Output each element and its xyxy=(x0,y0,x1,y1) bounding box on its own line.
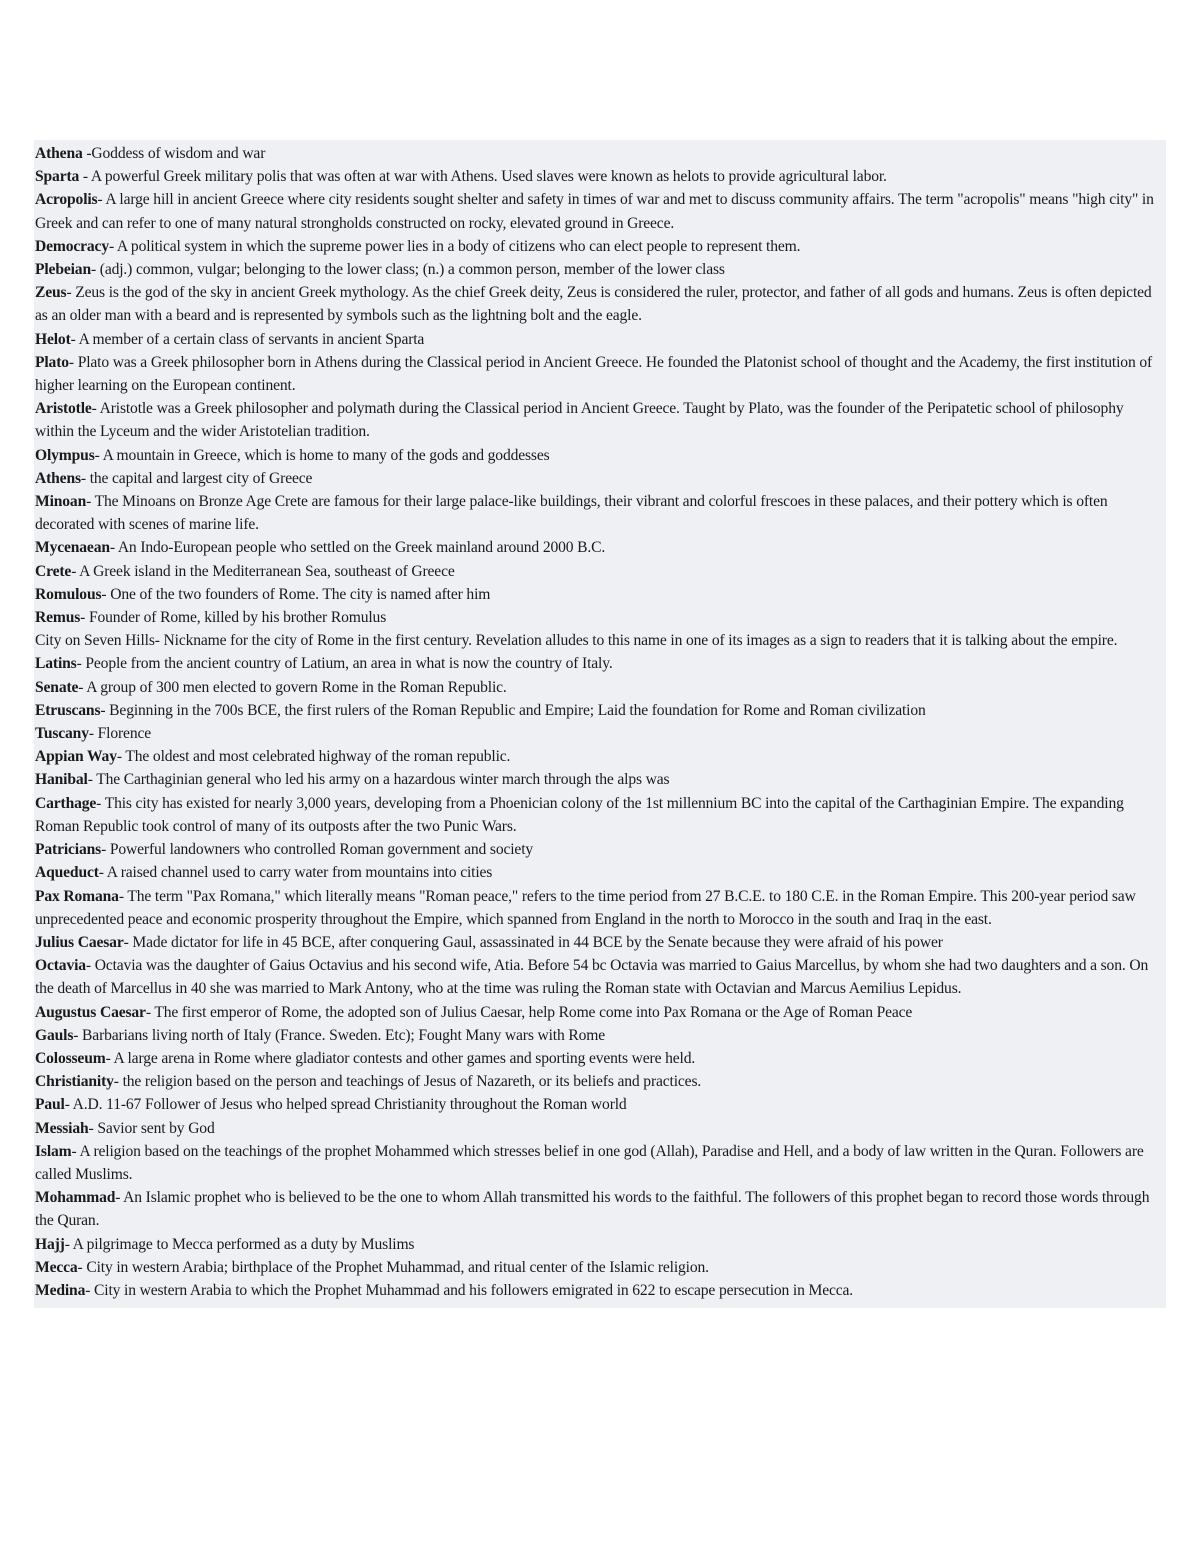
glossary-term: Paul xyxy=(35,1096,65,1114)
glossary-definition: Founder of Rome, killed by his brother Romulus xyxy=(88,609,387,627)
glossary-entry xyxy=(34,1186,1166,1232)
glossary-definition: City on Seven Hills- Nickname for the city of Rome in the first century. Revelation alludes to this name in one of its images as a sign to readers that it is talking about the empire. xyxy=(35,632,1118,650)
glossary-entry xyxy=(34,885,1166,931)
glossary-entry xyxy=(34,699,1166,722)
term-separator: - xyxy=(97,191,106,209)
glossary-term: Julius Caesar xyxy=(35,933,124,951)
glossary-definition: A religion based on the teachings of the prophet Mohammed which stresses belief in one god (Allah), Paradise and Hell, and a body of law written in the Quran. Followers are called Muslims. xyxy=(35,1142,1144,1183)
term-separator: - xyxy=(113,1073,123,1091)
glossary-entry xyxy=(34,1093,1166,1116)
glossary-entry xyxy=(34,560,1166,583)
term-separator: - xyxy=(116,748,126,766)
glossary-definition: A.D. 11-67 Follower of Jesus who helped spread Christianity throughout the Roman world xyxy=(72,1096,627,1114)
glossary-entry xyxy=(34,954,1166,1000)
glossary-term: Plato xyxy=(35,353,69,371)
glossary-entry xyxy=(34,792,1166,838)
glossary-entry xyxy=(34,536,1166,559)
glossary-definition: People from the ancient country of Latium, an area in what is now the country of Italy. xyxy=(85,655,613,673)
glossary-term: Colosseum xyxy=(35,1049,106,1067)
glossary-definition: A political system in which the supreme power lies in a body of citizens who can elect people to represent them. xyxy=(116,237,801,255)
glossary-entry xyxy=(34,606,1166,629)
glossary-entry xyxy=(34,722,1166,745)
term-separator: - xyxy=(108,237,117,255)
glossary-definition: Barbarians living north of Italy (France. Sweden. Etc); Fought Many wars with Rome xyxy=(82,1026,606,1044)
term-separator: - xyxy=(70,330,79,348)
glossary-term: Latins xyxy=(35,655,77,673)
glossary-term: Athena xyxy=(35,145,83,162)
term-separator: - xyxy=(90,261,100,279)
glossary-term: Aqueduct xyxy=(35,864,99,882)
glossary-definition: City in western Arabia; birthplace of the Prophet Muhammad, and ritual center of the Islamic religion. xyxy=(86,1258,709,1276)
term-separator: - xyxy=(78,678,87,696)
term-separator: - xyxy=(101,841,110,859)
glossary-entry xyxy=(34,397,1166,443)
glossary-term: Gauls xyxy=(35,1026,74,1044)
glossary-definition: The first emperor of Rome, the adopted son of Julius Caesar, help Rome come into Pax Romana or the Age of Roman Peace xyxy=(154,1003,913,1021)
glossary-definition: An Indo-European people who settled on the Greek mainland around 2000 B.C. xyxy=(117,539,606,557)
term-separator: - xyxy=(77,1258,87,1276)
glossary-definition: A raised channel used to carry water from mountains into cities xyxy=(106,864,493,882)
glossary-entry xyxy=(34,1024,1166,1047)
glossary-entry xyxy=(34,629,1166,652)
glossary-definition: (adj.) common, vulgar; belonging to the lower class; (n.) a common person, member of the lower class xyxy=(99,261,725,279)
glossary-term: Augustus Caesar xyxy=(35,1003,146,1021)
glossary-entry xyxy=(34,188,1166,234)
term-separator: - xyxy=(64,1096,73,1114)
glossary-definition: Powerful landowners who controlled Roman government and society xyxy=(109,841,534,859)
term-separator: - xyxy=(80,609,89,627)
glossary-definition: Savior sent by God xyxy=(97,1119,215,1137)
term-separator: - xyxy=(85,1281,95,1299)
glossary-definition: Goddess of wisdom and war xyxy=(91,145,266,162)
glossary-entry xyxy=(34,142,1166,165)
glossary-term: Patricians xyxy=(35,841,102,859)
glossary-term: Medina xyxy=(35,1281,86,1299)
term-separator: - xyxy=(73,1026,83,1044)
glossary-term: Etruscans xyxy=(35,701,101,719)
glossary-entry xyxy=(34,583,1166,606)
glossary-term: Tuscany xyxy=(35,725,89,743)
glossary-definition: The oldest and most celebrated highway of the roman republic. xyxy=(125,748,511,766)
glossary-entry xyxy=(34,258,1166,281)
glossary-list xyxy=(34,140,1166,1308)
glossary-definition: City in western Arabia to which the Prophet Muhammad and his followers emigrated in 622 to escape persecution in Mecca. xyxy=(94,1281,854,1299)
term-separator: - xyxy=(88,725,98,743)
glossary-entry xyxy=(34,1117,1166,1140)
glossary-entry xyxy=(34,444,1166,467)
glossary-term: Hajj xyxy=(35,1235,65,1253)
glossary-term: Olympus xyxy=(35,446,95,464)
glossary-definition: Plato was a Greek philosopher born in Athens during the Classical period in Ancient Greece. He founded the Platonist school of thought and the Academy, the first institution of higher learning on the European continent. xyxy=(35,353,1153,395)
glossary-term: Aristotle xyxy=(35,400,92,418)
glossary-definition: The Carthaginian general who led his army on a hazardous winter march through the alps was xyxy=(96,771,670,789)
glossary-definition: Beginning in the 700s BCE, the first rulers of the Roman Republic and Empire; Laid the foundation for Rome and Roman civilization xyxy=(109,701,926,719)
term-separator: - xyxy=(80,469,90,487)
term-separator: - xyxy=(105,1049,114,1067)
term-separator: - xyxy=(91,400,100,418)
glossary-definition: Aristotle was a Greek philosopher and polymath during the Classical period in Ancient Greece. Taught by Plato, was the founder of the Peripatetic school of philosophy within the Lyceum and the wider Aristotelian tradition. xyxy=(35,400,1124,441)
glossary-entry xyxy=(34,351,1166,397)
glossary-entry xyxy=(34,676,1166,699)
glossary-definition: A group of 300 men elected to govern Rome in the Roman Republic. xyxy=(86,678,507,696)
glossary-definition: Made dictator for life in 45 BCE, after conquering Gaul, assassinated in 44 BCE by the Senate because they were afraid of his power xyxy=(132,933,943,951)
glossary-term: Crete xyxy=(35,562,72,580)
glossary-definition: A powerful Greek military polis that was often at war with Athens. Used slaves were known as helots to provide agricultural labor. xyxy=(90,168,887,186)
glossary-definition: The Minoans on Bronze Age Crete are famous for their large palace-like buildings, their vibrant and colorful frescoes in these palaces, and their pottery which is often decorated with scenes of marine life. xyxy=(35,493,1108,534)
term-separator: - xyxy=(68,353,78,371)
term-separator: - xyxy=(115,1189,124,1207)
glossary-entry xyxy=(34,467,1166,490)
glossary-entry xyxy=(34,1001,1166,1024)
glossary-term: Helot xyxy=(35,330,71,348)
glossary-definition: Octavia was the daughter of Gaius Octavius and his second wife, Atia. Before 54 bc Octavia was married to Gaius Marcellus, by whom she had two daughters and a son. On the death of Marcellus in 40 she was married to Mark Antony, who at the time was ruling the Roman state with Octavian and Marcus Aemilius Lepidus. xyxy=(35,957,1149,998)
glossary-term: Senate xyxy=(35,678,79,696)
glossary-entry xyxy=(34,931,1166,954)
glossary-term: Hanibal xyxy=(35,771,88,789)
glossary-term: Romulous xyxy=(35,585,102,603)
glossary-term: Athens xyxy=(35,469,81,487)
glossary-definition: One of the two founders of Rome. The city is named after him xyxy=(110,585,491,603)
glossary-definition: the capital and largest city of Greece xyxy=(89,469,313,487)
glossary-term: Christianity xyxy=(35,1073,114,1091)
glossary-term: Octavia xyxy=(35,957,86,975)
glossary-definition: the religion based on the person and teachings of Jesus of Nazareth, or its beliefs and practices. xyxy=(122,1073,702,1091)
term-separator: - xyxy=(79,168,91,186)
term-separator: - xyxy=(71,562,80,580)
glossary-entry xyxy=(34,652,1166,675)
glossary-term: Messiah xyxy=(35,1119,89,1137)
glossary-definition: This city has existed for nearly 3,000 years, developing from a Phoenician colony of the 1st millennium BC into the capital of the Carthaginian Empire. The expanding Roman Republic took control of many of its outposts after the two Punic Wars. xyxy=(35,794,1124,835)
glossary-entry xyxy=(34,165,1166,188)
term-separator: - xyxy=(66,284,76,302)
term-separator: - xyxy=(82,145,92,162)
glossary-definition: The term "Pax Romana," which literally means "Roman peace," refers to the time period from 27 B.C.E. to 180 C.E. in the Roman Empire. This 200-year period saw unprecedented peace and economic prosperity throughout the Empire, which spanned from England in the north to Morocco in the south and Iraq in the east. xyxy=(35,887,1136,928)
glossary-definition: A large hill in ancient Greece where city residents sought shelter and safety in times of war and met to discuss community affairs. The term "acropolis" means "high city" in Greek and can refer to one of many natural strongholds constructed on rocky, elevated ground in Greece. xyxy=(35,191,1154,232)
term-separator: - xyxy=(100,701,110,719)
glossary-entry xyxy=(34,281,1166,327)
glossary-definition: A member of a certain class of servants in ancient Sparta xyxy=(78,330,425,348)
glossary-entry xyxy=(34,328,1166,351)
term-separator: - xyxy=(71,1142,80,1160)
glossary-entry xyxy=(34,1140,1166,1186)
glossary-entry xyxy=(34,1233,1166,1256)
glossary-term: Mycenaean xyxy=(35,539,110,557)
term-separator: - xyxy=(109,539,118,557)
glossary-definition: A Greek island in the Mediterranean Sea, southeast of Greece xyxy=(79,562,455,580)
glossary-definition: A large arena in Rome where gladiator contests and other games and sporting events were held. xyxy=(113,1049,696,1067)
term-separator: - xyxy=(85,957,95,975)
glossary-term: Carthage xyxy=(35,794,97,812)
glossary-definition: A mountain in Greece, which is home to many of the gods and goddesses xyxy=(102,446,550,464)
glossary-definition: An Islamic prophet who is believed to be the one to whom Allah transmitted his words to the faithful. The followers of this prophet began to record those words through the Quran. xyxy=(35,1189,1150,1230)
glossary-entry xyxy=(34,235,1166,258)
term-separator: - xyxy=(87,771,97,789)
term-separator: - xyxy=(101,585,111,603)
glossary-entry xyxy=(34,861,1166,884)
glossary-entry xyxy=(34,1070,1166,1093)
term-separator: - xyxy=(94,446,103,464)
glossary-definition: A pilgrimage to Mecca performed as a duty by Muslims xyxy=(72,1235,415,1253)
glossary-term: Remus xyxy=(35,609,81,627)
glossary-term: Sparta xyxy=(35,168,80,186)
glossary-term: Minoan xyxy=(35,493,87,511)
term-separator: - xyxy=(98,864,107,882)
glossary-entry xyxy=(34,768,1166,791)
term-separator: - xyxy=(86,493,95,511)
term-separator: - xyxy=(64,1235,73,1253)
glossary-entry xyxy=(34,1279,1166,1302)
glossary-term: Mohammad xyxy=(35,1189,116,1207)
glossary-entry xyxy=(34,1256,1166,1279)
glossary-entry xyxy=(34,1047,1166,1070)
glossary-definition: Zeus is the god of the sky in ancient Greek mythology. As the chief Greek deity, Zeus is considered the ruler, protector, and father of all gods and humans. Zeus is often depicted as an older man with a beard and is represented by symbols such as the lightning bolt and the eagle. xyxy=(35,284,1152,325)
term-separator: - xyxy=(76,655,86,673)
glossary-term: Appian Way xyxy=(35,748,117,766)
term-separator: - xyxy=(96,794,105,812)
glossary-term: Islam xyxy=(35,1142,72,1160)
term-separator: - xyxy=(118,887,128,905)
glossary-entry xyxy=(34,838,1166,861)
glossary-term: Mecca xyxy=(35,1258,78,1276)
term-separator: - xyxy=(123,933,133,951)
glossary-term: Democracy xyxy=(35,237,109,255)
glossary-entry xyxy=(34,745,1166,768)
glossary-definition: Florence xyxy=(97,725,152,743)
glossary-term: Zeus xyxy=(35,284,67,302)
term-separator: - xyxy=(88,1119,98,1137)
glossary-term: Pax Romana xyxy=(35,887,119,905)
glossary-term: Plebeian xyxy=(35,261,91,279)
glossary-entry xyxy=(34,490,1166,536)
term-separator: - xyxy=(145,1003,155,1021)
glossary-term: Acropolis xyxy=(35,191,98,209)
